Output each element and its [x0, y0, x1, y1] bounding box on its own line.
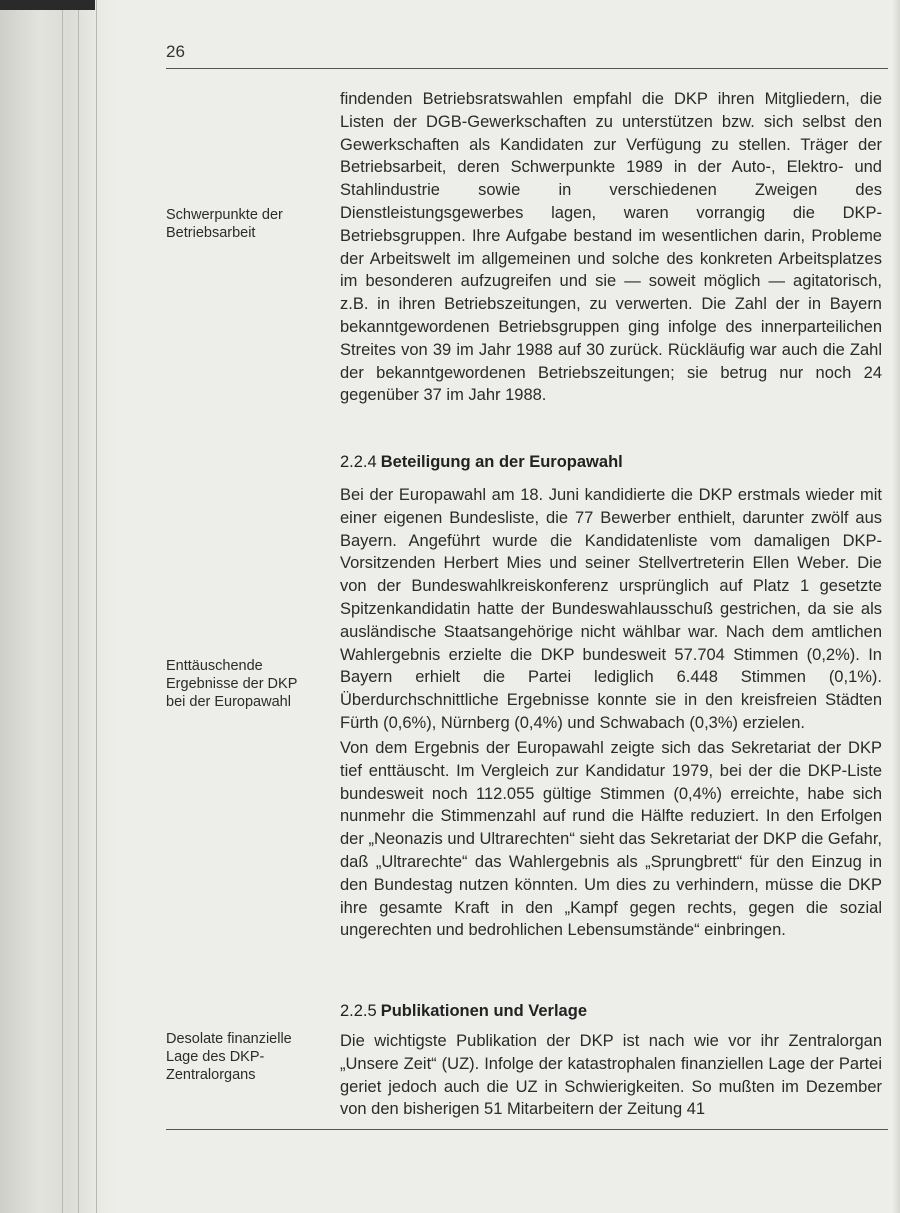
section-number: 2.2.5	[340, 1002, 377, 1020]
paragraph: findenden Betriebsratswahlen empfahl die DKP ihren Mitgliedern, die Listen der DGB-Gewerkschaften zu unterstützen bzw. sich selbst den Gewerkschaften als Kandidaten zur Verfügung zu stellen. Träger der Betriebsarbeit, deren Schwerpunkte 1989 in der Auto-, Elektro- und Stahlindustrie sowie in verschiedenen Zweigen des Dienstleistungsgewerbes lagen, waren vorrangig die DKP-Betriebsgruppen. Ihre Aufgabe bestand im wesentlichen darin, Probleme der Arbeitswelt im allgemeinen und solche des konkreten Arbeitsplatzes im besonderen aufzugreifen und sie — soweit möglich — agitatorisch, z.B. in ihren Betriebszeitungen, zu verwerten. Die Zahl der in Bayern bekanntgewordenen Betriebsgruppen ging infolge des innerparteilichen Streites von 39 im Jahr 1988 auf 30 zurück. Rückläufig war auch die Zahl der bekanntgewordenen Betriebszeitungen; sie betrug nur noch 24 gegenüber 37 im Jahr 1988.	[340, 90, 882, 405]
page-edge	[892, 0, 900, 1213]
footer-rule	[166, 1129, 888, 1130]
scan-edge	[0, 0, 95, 10]
header-rule	[166, 68, 888, 69]
section-number: 2.2.4	[340, 453, 377, 471]
paragraph: Von dem Ergebnis der Europawahl zeigte sich das Sekretariat der DKP tief enttäuscht. Im Vergleich zur Kandidatur 1979, bei der die DKP-Liste bundesweit noch 112.055 gültige Stimmen (0,4%) erreichte, habe sich nunmehr die Stimmenzahl auf rund die Hälfte reduziert. In den Erfolgen der „Neonazis und Ultrarechten“ sieht das Sekretariat der DKP die Gefahr, daß „Ultrarechte“ das Wahlergebnis als „Sprungbrett“ für den Einzug in den Bundestag nutzen könnten. Um dies zu verhindern, müsse die DKP ihre gesamte Kraft in den „Kampf gegen rechts, gegen die sozial ungerechten und bedrohlichen Lebensumstände“ einbringen.	[340, 739, 882, 940]
section-title: Beteiligung an der Europawahl	[380, 453, 623, 471]
spine-line	[96, 0, 97, 1213]
spine-line	[62, 0, 63, 1213]
margin-note: Schwerpunkte der Betriebsarbeit	[166, 207, 283, 241]
section-heading	[340, 1002, 587, 1021]
section-heading	[340, 453, 623, 472]
margin-note: Desolate finanzielle Lage des DKP-Zentralorgans	[166, 1031, 292, 1083]
paragraph: Die wichtigste Publikation der DKP ist nach wie vor ihr Zentralorgan „Unsere Zeit“ (UZ). Infolge der katastrophalen finanziellen Lage der Partei geriet jedoch auch die UZ in Schwierigkeiten. So mußten im Dezember von den bisherigen 51 Mitarbeitern der Zeitung 41	[340, 1032, 882, 1119]
page-number: 26	[166, 42, 185, 61]
section-title: Publikationen und Verlage	[380, 1002, 587, 1020]
book-spine-shadow	[0, 0, 118, 1213]
margin-note: Enttäuschende Ergebnisse der DKP bei der Europawahl	[166, 658, 298, 710]
paragraph: Bei der Europawahl am 18. Juni kandidierte die DKP erstmals wieder mit einer eigenen Bundesliste, die 77 Bewerber enthielt, darunter zwölf aus Bayern. Angeführt wurde die Kandidatenliste vom damaligen DKP-Vorsitzenden Herbert Mies und seiner Stellvertreterin Ellen Weber. Die von der Bundeswahlkreiskonferenz ursprünglich auf Platz 1 gesetzte Spitzenkandidatin hatte der Bundeswahlausschuß gestrichen, da sie als ausländische Staatsangehörige nicht wählbar war. Nach dem amtlichen Wahlergebnis erzielte die DKP bundesweit 57.704 Stimmen (0,2%). In Bayern erhielt die Partei lediglich 6.448 Stimmen (0,1%). Überdurchschnittliche Ergebnisse konnte sie in den kreisfreien Städten Fürth (0,6%), Nürnberg (0,4%) und Schwabach (0,3%) erzielen.	[340, 486, 882, 732]
spine-line	[78, 0, 79, 1213]
